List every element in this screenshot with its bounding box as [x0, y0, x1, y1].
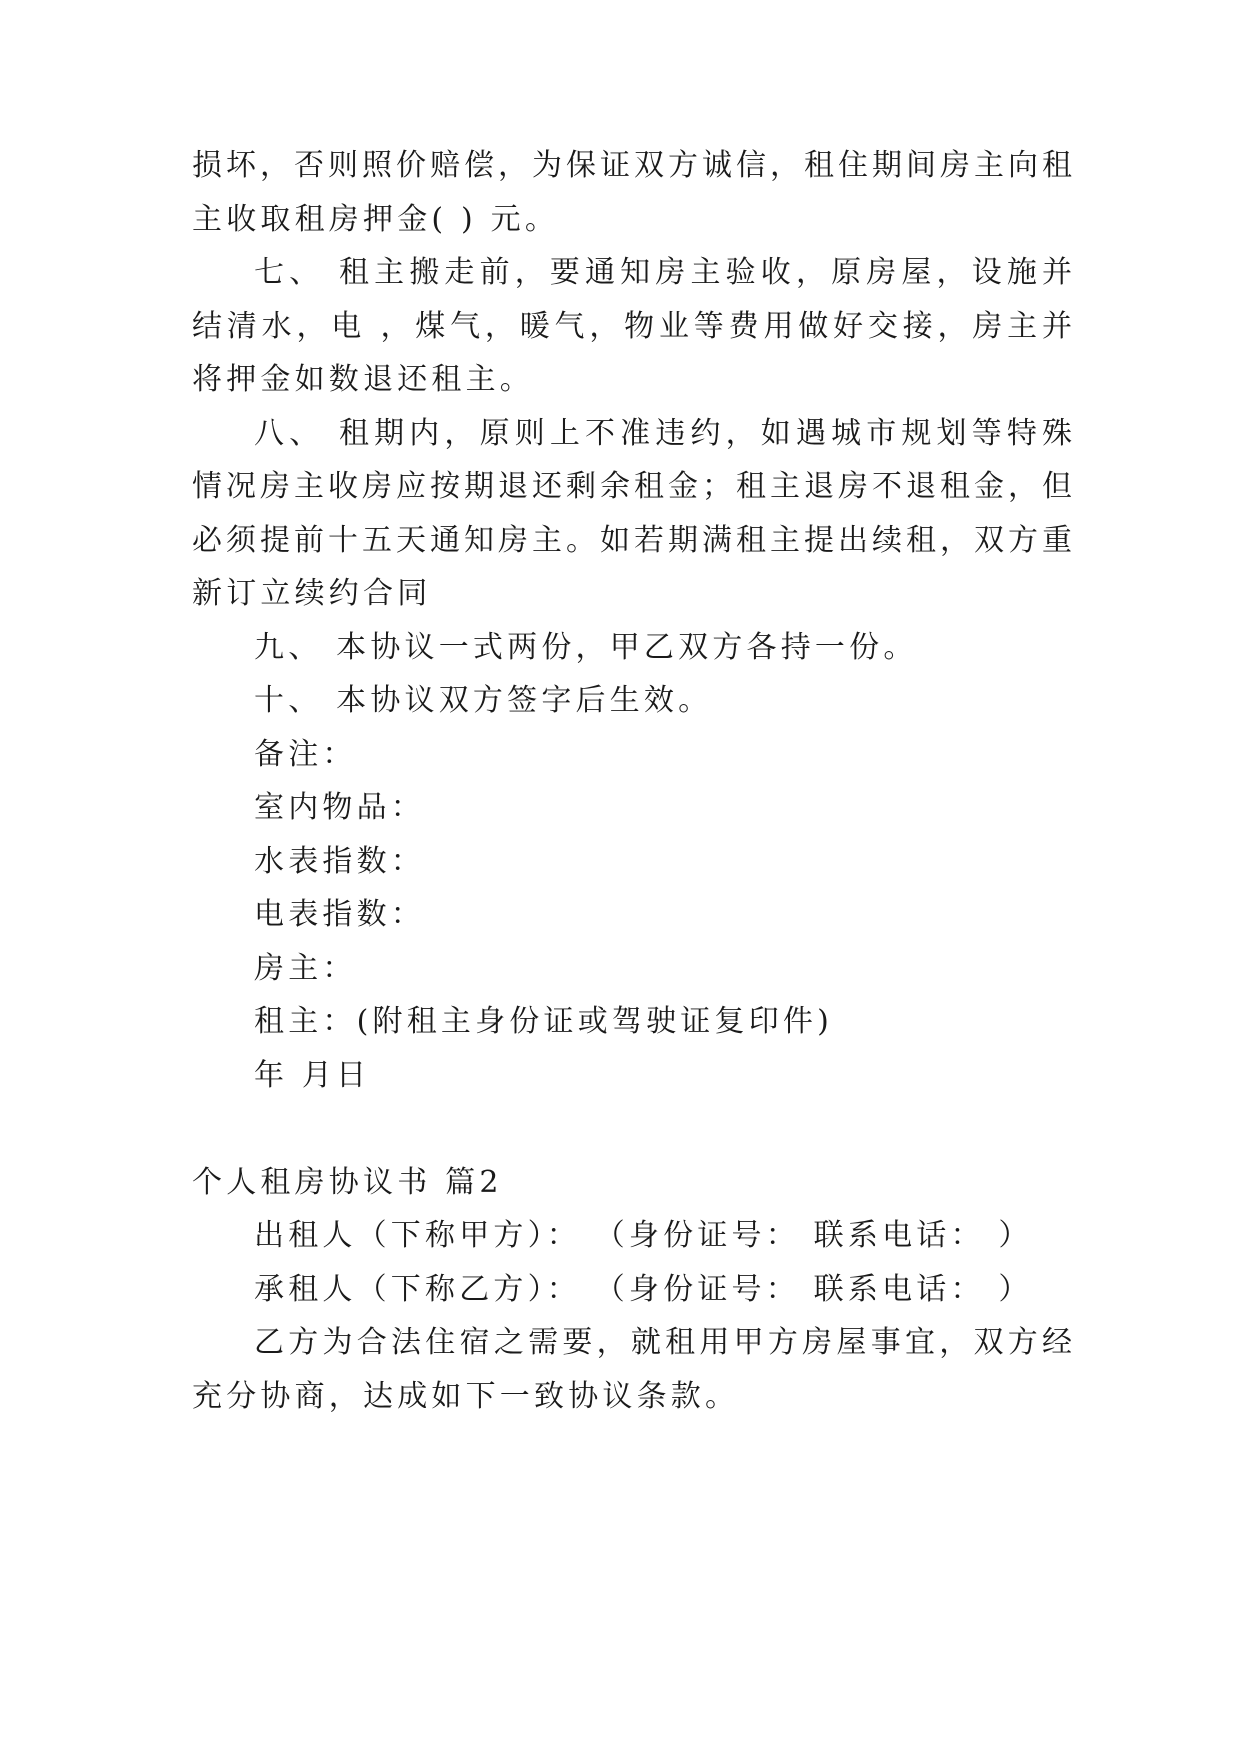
remarks-label: 备注：: [254, 737, 357, 772]
water-meter-label: 水表指数：: [254, 844, 425, 879]
clause-10-line: 十、 本协议双方签字后生效。: [254, 683, 713, 718]
paragraph-line: 充分协商，达成如下一致协议条款。: [192, 1379, 740, 1414]
clause-9-line: 九、 本协议一式两份，甲乙双方各持一份。: [254, 630, 918, 665]
date-label: 年 月日: [254, 1058, 371, 1093]
lessee-line: 承租人（下称乙方）： （身份证号： 联系电话： ）: [254, 1272, 1033, 1307]
paragraph-line: 结清水，电 ，煤气，暖气，物业等费用做好交接，房主并: [192, 309, 1072, 344]
tenant-label: 租主：(附租主身份证或驾驶证复印件): [254, 1004, 834, 1039]
paragraph-line: 将押金如数退还租主。: [192, 362, 534, 397]
paragraph-line: 新订立续约合同: [192, 576, 432, 611]
lessor-line: 出租人（下称甲方）： （身份证号： 联系电话： ）: [254, 1218, 1033, 1253]
electric-meter-label: 电表指数：: [254, 897, 425, 932]
paragraph-line: 情况房主收房应按期退还剩余租金；租主退房不退租金，但: [192, 469, 1072, 504]
paragraph-line: 损坏，否则照价赔偿，为保证双方诚信，租住期间房主向租: [192, 148, 1072, 183]
clause-8-heading-line: 八、 租期内，原则上不准违约，如遇城市规划等特殊: [254, 416, 1072, 451]
paragraph-line: 乙方为合法住宿之需要，就租用甲方房屋事宜，双方经: [254, 1325, 1072, 1360]
paragraph-line: 主收取租房押金( ) 元。: [192, 202, 560, 237]
landlord-label: 房主：: [254, 951, 357, 986]
paragraph-line: 必须提前十五天通知房主。如若期满租主提出续租，双方重: [192, 523, 1072, 558]
indoor-items-label: 室内物品：: [254, 790, 425, 825]
section-title: 个人租房协议书 篇2: [192, 1165, 503, 1200]
clause-7-heading-line: 七、 租主搬走前，要通知房主验收，原房屋，设施并: [254, 255, 1072, 290]
